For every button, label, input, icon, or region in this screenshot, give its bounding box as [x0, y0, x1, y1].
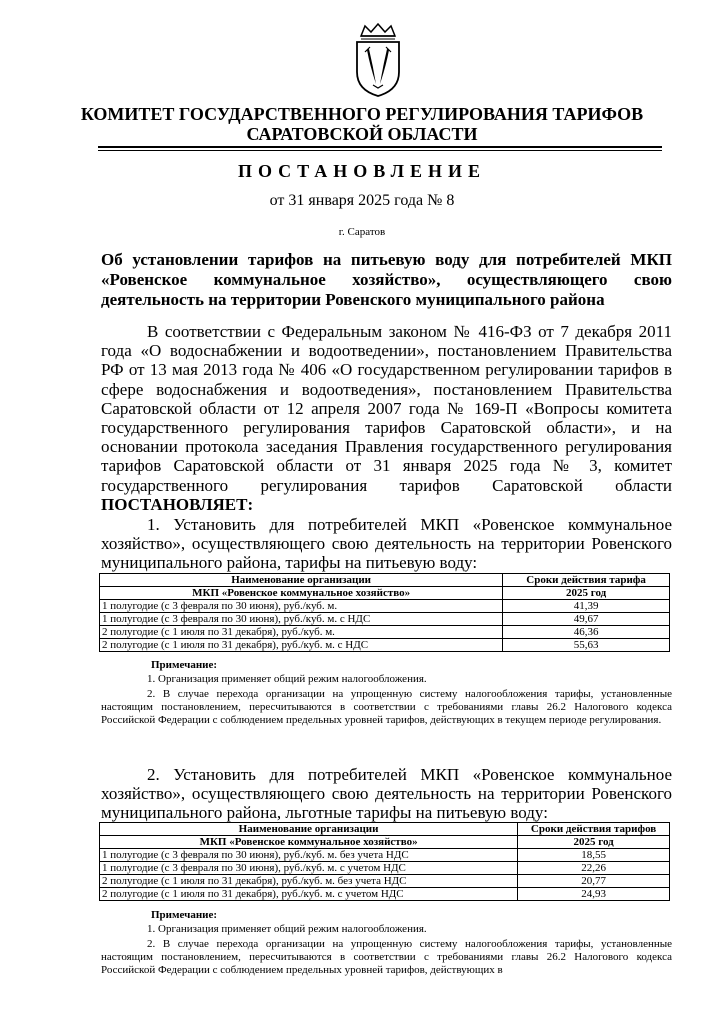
- note-2-item-1: [101, 923, 672, 936]
- header-divider: [98, 146, 662, 148]
- note-text: 1. Организация применяет общий режим налогообложения.: [147, 923, 427, 935]
- tariff-value: 20,77: [518, 875, 670, 888]
- section-1-text: 1. Установить для потребителей МКП «Ровенское коммунальное хозяйство», осуществляющего свою деятельность на территории Ровенского муниципального района, тарифы на питьевую воду:: [101, 515, 672, 573]
- tariff-value: 41,39: [503, 600, 670, 613]
- table-header-row: [100, 836, 670, 849]
- note-title-2: Примечание:: [151, 909, 218, 921]
- table-row: [100, 875, 670, 888]
- table-row: [100, 862, 670, 875]
- note-title-1: Примечание:: [151, 659, 218, 671]
- note-text: 2. В случае перехода организации на упрощенную систему налогообложения тарифы, установленные настоящим постановлением, пересчитываются в соответствии с требованиями главы 26.2 Налогового кодекса Российской Федерации с соблюдением предельных уровней тарифов, действующих в: [101, 938, 672, 976]
- table-row: [100, 613, 670, 626]
- column-header-period: Сроки действия тарифа: [503, 574, 670, 587]
- saratov-coat-of-arms-icon: [343, 22, 413, 98]
- organization-name-cell: МКП «Ровенское коммунальное хозяйство»: [100, 836, 518, 849]
- tariff-value: 49,67: [503, 613, 670, 626]
- tariff-period-label: 1 полугодие (с 3 февраля по 30 июня), руб./куб. м.: [100, 600, 503, 613]
- column-header-period: Сроки действия тарифов: [518, 823, 670, 836]
- organization-name-line-1: КОМИТЕТ ГОСУДАРСТВЕННОГО РЕГУЛИРОВАНИЯ ТАРИФОВ: [80, 104, 644, 124]
- document-date-number: от 31 января 2025 года № 8: [269, 192, 455, 209]
- note-text: 2. В случае перехода организации на упрощенную систему налогообложения тарифы, установленные настоящим постановлением, пересчитываются в соответствии с требованиями главы 26.2 Налогового кодекса Российской Федерации с соблюдением предельных уровней тарифов, действующих в текущем периоде регулирования.: [101, 688, 672, 726]
- note-2-item-2: [101, 938, 672, 977]
- organization-name-line-2: САРАТОВСКОЙ ОБЛАСТИ: [246, 124, 478, 144]
- tariff-value: 22,26: [518, 862, 670, 875]
- tariff-period-label: 1 полугодие (с 3 февраля по 30 июня), руб./куб. м. с учетом НДС: [100, 862, 518, 875]
- table-header-row: [100, 823, 670, 836]
- section-2-paragraph: [101, 765, 672, 823]
- preamble-text: В соответствии с Федеральным законом № 416-ФЗ от 7 декабря 2011 года «О водоснабжении и водоотведении», постановлением Правительства РФ от 13 мая 2013 года № 406 «О государственном регулировании тарифов в сфере водоснабжения и водоотведения», постановлением Правительства Саратовской области от 12 апреля 2007 года № 169-П «Вопросы комитета государственного регулирования тарифов Саратовской области», и на основании протокола заседания Правления государственного регулирования тарифов Саратовской области от 31 января 2025 года № 3, комитет государственного регулирования тарифов Саратовской области: [101, 322, 672, 495]
- tariff-table-2: [99, 822, 670, 901]
- preamble-paragraph: [101, 322, 672, 514]
- tariff-period-label: 2 полугодие (с 1 июля по 31 декабря), руб./куб. м.: [100, 626, 503, 639]
- decree-word: ПОСТАНОВЛЯЕТ:: [101, 494, 254, 514]
- tariff-period-label: 2 полугодие (с 1 июля по 31 декабря), руб./куб. м. с учетом НДС: [100, 888, 518, 901]
- table-row: [100, 600, 670, 613]
- table-header-row: [100, 587, 670, 600]
- tariff-value: 46,36: [503, 626, 670, 639]
- document-subject: Об установлении тарифов на питьевую воду для потребителей МКП «Ровенское коммунальное хозяйство», осуществляющего свою деятельность на территории Ровенского муниципального района: [101, 250, 672, 309]
- tariff-period-label: 1 полугодие (с 3 февраля по 30 июня), руб./куб. м. с НДС: [100, 613, 503, 626]
- tariff-table-1: [99, 573, 670, 652]
- table-row: [100, 626, 670, 639]
- note-text: 1. Организация применяет общий режим налогообложения.: [147, 673, 427, 685]
- note-1-item-2: [101, 688, 672, 727]
- document-type-title: ПОСТАНОВЛЕНИЕ: [237, 161, 487, 181]
- table-row: [100, 639, 670, 652]
- year-cell: 2025 год: [503, 587, 670, 600]
- document-city: г. Саратов: [338, 226, 386, 238]
- tariff-value: 18,55: [518, 849, 670, 862]
- column-header-organization: Наименование организации: [100, 574, 503, 587]
- year-cell: 2025 год: [518, 836, 670, 849]
- tariff-value: 55,63: [503, 639, 670, 652]
- tariff-period-label: 2 полугодие (с 1 июля по 31 декабря), руб./куб. м. без учета НДС: [100, 875, 518, 888]
- tariff-value: 24,93: [518, 888, 670, 901]
- column-header-organization: Наименование организации: [100, 823, 518, 836]
- tariff-period-label: 2 полугодие (с 1 июля по 31 декабря), руб./куб. м. с НДС: [100, 639, 503, 652]
- table-row: [100, 888, 670, 901]
- organization-name-cell: МКП «Ровенское коммунальное хозяйство»: [100, 587, 503, 600]
- tariff-period-label: 1 полугодие (с 3 февраля по 30 июня), руб./куб. м. без учета НДС: [100, 849, 518, 862]
- note-1-item-1: [101, 673, 672, 686]
- table-row: [100, 849, 670, 862]
- header-divider-thin: [98, 150, 662, 151]
- table-header-row: [100, 574, 670, 587]
- section-2-text: 2. Установить для потребителей МКП «Ровенское коммунальное хозяйство», осуществляющего свою деятельность на территории Ровенского муниципального района, льготные тарифы на питьевую воду:: [101, 765, 672, 823]
- section-1-paragraph: [101, 515, 672, 573]
